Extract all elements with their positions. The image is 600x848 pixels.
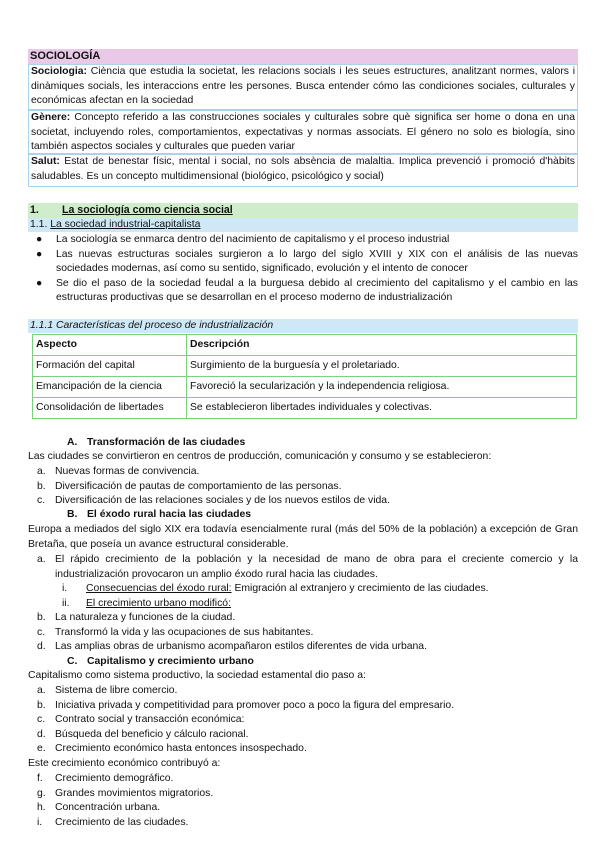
definition-sociologia <box>28 64 578 110</box>
document-page: SOCIOLOGÍA Sociologia: Ciència que estudia la societat, les relacions socials i les seues estructures, analitzant normes, valors i dinàmiques socials, les interaccions entre les persones. Busca entender cómo las condiciones sociales, culturales y económicas afectan en la sociedad Gènere: Concepto referido a las construcciones sociales y culturales sobre què significa ser home o dona en una societat, incluyendo roles, comportamientos, expectativas y normas associats. El género no solo es biología, sino también aspectos sociales y culturales que pueden variar Salut: Estat de benestar físic, mental i social, no sols absència de malaltia. Implica prevenció i promoció d'hàbits saludables. Es un concepto multidimensional (biológico, psicológico y social) 1. La sociología como ciencia social 1.1. La sociedad industrial-capitalista ● La sociología se enmarca dentro del nacimiento de capitalismo y el proceso industrial ● Las nuevas estructuras sociales surgieron a lo largo del siglo XVIII y XIX con el análisis de las nuevas sociedades modernas, así como su sentido, significado, evolución y el intento de conocer ● Se dio el paso de la sociedad feudal a la burguesa debido al crecimiento del capitalismo y el cambio en las estructuras productivas que se desarrollan en el proceso moderno de industrialización 1.1.1 Características del proceso de industrialización Aspecto Descripción Formación del capital Surgimiento de la burguesía y el proletariado. Emancipación de la ciencia Favoreció la secularización y la independencia religiosa. Consolidación de libertades Se establecieron libertades individuales y colectivas. A. Transformación de las ciudades Las ciudades se convirtieron en centros de producción, comunicación y consumo y se establecieron: a. Nuevas formas de convivencia. b. Diversificación de pautas de comportamiento de las personas. c. Diversificación de las relaciones sociales y de los nuevos estilos de vida. B. El éxodo rural hacia las ciudades Europa a mediados del siglo XIX era todavía esencialmente rural (más del 50% de la población) a excepción de Gran Bretaña, que poseía un avance estructural considerable. a. El rápido crecimiento de la población y la necesidad de mano de obra para el creciente comercio y la industrialización provocaron un amplio éxodo rural hacia las ciudades. i. Consecuencias del éxodo rural: Emigración al extranjero y crecimiento de las ciudades. ii. El crecimiento urbano modificó: b. La naturaleza y funciones de la ciudad. c. Transformó la vida y las ocupaciones de sus habitantes. d. Las amplias obras de urbanismo acompañaron estilos diferentes de vida urbana. C. Capitalismo y crecimiento urbano Capitalismo como sistema productivo, la sociedad estamental dio paso a: a. Sistema de libre comercio. b. Iniciativa privada y competitividad para promover poco a poco la figura del empresario. c. Contrato social y transacción económica: d. Búsqueda del beneficio y cálculo racional. e. Crecimiento económico hasta entonces insospechado. Este crecimiento económico contribuyó a: f. Crecimiento demográfico. g. Grandes movimientos migratorios. h. Concentración urbana. i. Crecimiento de las ciudades. <box>0 0 600 848</box>
section-title: La sociología como ciencia social <box>62 204 233 216</box>
list-item: b. Iniciativa privada y competitividad para promover poco a poco la figura del empresario. <box>37 699 455 711</box>
list-item: ii. El crecimiento urbano modificó: <box>62 597 231 609</box>
definition-term: Salut: <box>31 156 60 167</box>
characteristics-table <box>32 334 577 419</box>
list-item: g. Grandes movimientos migratorios. <box>37 787 214 799</box>
paragraph: Este crecimiento económico contribuyó a: <box>28 758 221 769</box>
list-item: c. Transformó la vida y las ocupaciones de sus habitantes. <box>37 626 314 638</box>
paragraph: Europa a mediados del siglo XIX era todavía esencialmente rural (más del 50% de la población) a excepción de Gran Bretaña, que poseía un avance estructural considerable. <box>28 524 578 550</box>
list-item: a. Nuevas formas de convivencia. <box>37 466 200 477</box>
table-cell: Favoreció la secularización y la independencia religiosa. <box>187 377 577 398</box>
list-item: d. Las amplias obras de urbanismo acompañaron estilos diferentes de vida urbana. <box>37 641 427 652</box>
lettered-list <box>28 553 578 655</box>
section-heading-1-1 <box>28 218 578 232</box>
list-item: a. Sistema de libre comercio. <box>37 685 178 696</box>
list-item: i. Crecimiento de las ciudades. <box>37 816 189 828</box>
definition-text: Ciència que estudia la societat, les relacions socials i les seues estructures, analitzant normes, valors i dinàmiques socials, les interaccions entre les persones. Busca entender cómo las condiciones sociales, culturales y económicas afectan en la sociedad <box>31 66 575 106</box>
table-row <box>33 356 577 377</box>
lettered-list <box>28 684 578 757</box>
table-cell: Emancipación de la ciencia <box>33 377 187 398</box>
table-header: Aspecto <box>33 335 187 356</box>
lettered-list <box>28 465 578 509</box>
list-item: i. Consecuencias del éxodo rural: Emigración al extranjero y crecimiento de las ciudades. <box>62 583 489 594</box>
section-heading-1 <box>28 203 578 218</box>
list-item: h. Concentración urbana. <box>37 802 161 813</box>
definition-text: Estat de benestar físic, mental i social, no sols absència de malaltia. Implica prevenció i promoció d'hàbits saludables. Es un concepto multidimensional (biológico, psicológico y social) <box>31 156 575 182</box>
list-item: b. La naturaleza y funciones de la ciudad. <box>37 612 236 623</box>
paragraph: Capitalismo como sistema productivo, la sociedad estamental dio paso a: <box>28 670 366 681</box>
section-number: 1. <box>30 204 39 216</box>
list-item: c. Diversificación de las relaciones sociales y de los nuevos estilos de vida. <box>37 495 390 506</box>
list-item: d. Búsqueda del beneficio y cálculo racional. <box>37 728 249 740</box>
bullet-list <box>28 233 578 306</box>
table-row <box>33 377 577 398</box>
section-title: La sociedad industrial-capitalista <box>50 219 201 230</box>
table-header: Descripción <box>187 335 577 356</box>
list-item: a. El rápido crecimiento de la población y la necesidad de mano de obra para el creciente comercio y la industrialización provocaron un amplio éxodo rural hacia las ciudades. i. Consecuencias del éxodo rural: Emigración al extranjero y crecimiento de las ciudades. ii. El crecimiento urbano modificó: <box>28 553 578 611</box>
list-item: ● La sociología se enmarca dentro del nacimiento de capitalismo y el proceso industrial <box>36 234 450 245</box>
section-number: 1.1. <box>30 219 48 230</box>
table-cell: Consolidación de libertades <box>33 398 187 419</box>
table-header-row <box>33 335 577 356</box>
definition-term: Sociologia: <box>31 66 87 77</box>
paragraph: Las ciudades se convirtieron en centros de producción, comunicación y consumo y se establecieron: <box>28 451 492 462</box>
definition-salut <box>28 154 578 187</box>
list-item: ● Se dio el paso de la sociedad feudal a la burguesa debido al crecimiento del capitalismo y el cambio en las estructuras productivas que se desarrollan en el proceso moderno de industrialización <box>36 277 578 303</box>
definition-genere <box>28 110 578 154</box>
definition-text: Concepto referido a las construcciones sociales y culturales sobre què significa ser home o dona en una societat, incluyendo roles, comportamientos, expectativas y normas associats. El género no solo es biología, sino también aspectos sociales y culturales que pueden variar <box>31 112 575 152</box>
roman-list <box>28 582 578 611</box>
definition-term: Gènere: <box>31 112 71 123</box>
document-title: SOCIOLOGÍA <box>28 49 578 64</box>
list-item: f. Crecimiento demográfico. <box>37 773 174 784</box>
table-cell: Surgimiento de la burguesía y el proletariado. <box>187 356 577 377</box>
table-row <box>33 398 577 419</box>
list-item: b. Diversificación de pautas de comportamiento de las personas. <box>37 480 342 492</box>
lettered-list <box>28 772 578 830</box>
list-item: c. Contrato social y transacción económica: <box>37 714 245 725</box>
list-item: e. Crecimiento económico hasta entonces insospechado. <box>37 743 307 754</box>
table-cell: Se establecieron libertades individuales y colectivas. <box>187 398 577 419</box>
table-cell: Formación del capital <box>33 356 187 377</box>
section-heading-1-1-1: 1.1.1 Características del proceso de industrialización <box>28 319 578 333</box>
list-item: ● Las nuevas estructuras sociales surgieron a lo largo del siglo XVIII y XIX con el análisis de las nuevas sociedades modernas, así como su sentido, significado, evolución y el intento de conocer <box>36 248 578 274</box>
